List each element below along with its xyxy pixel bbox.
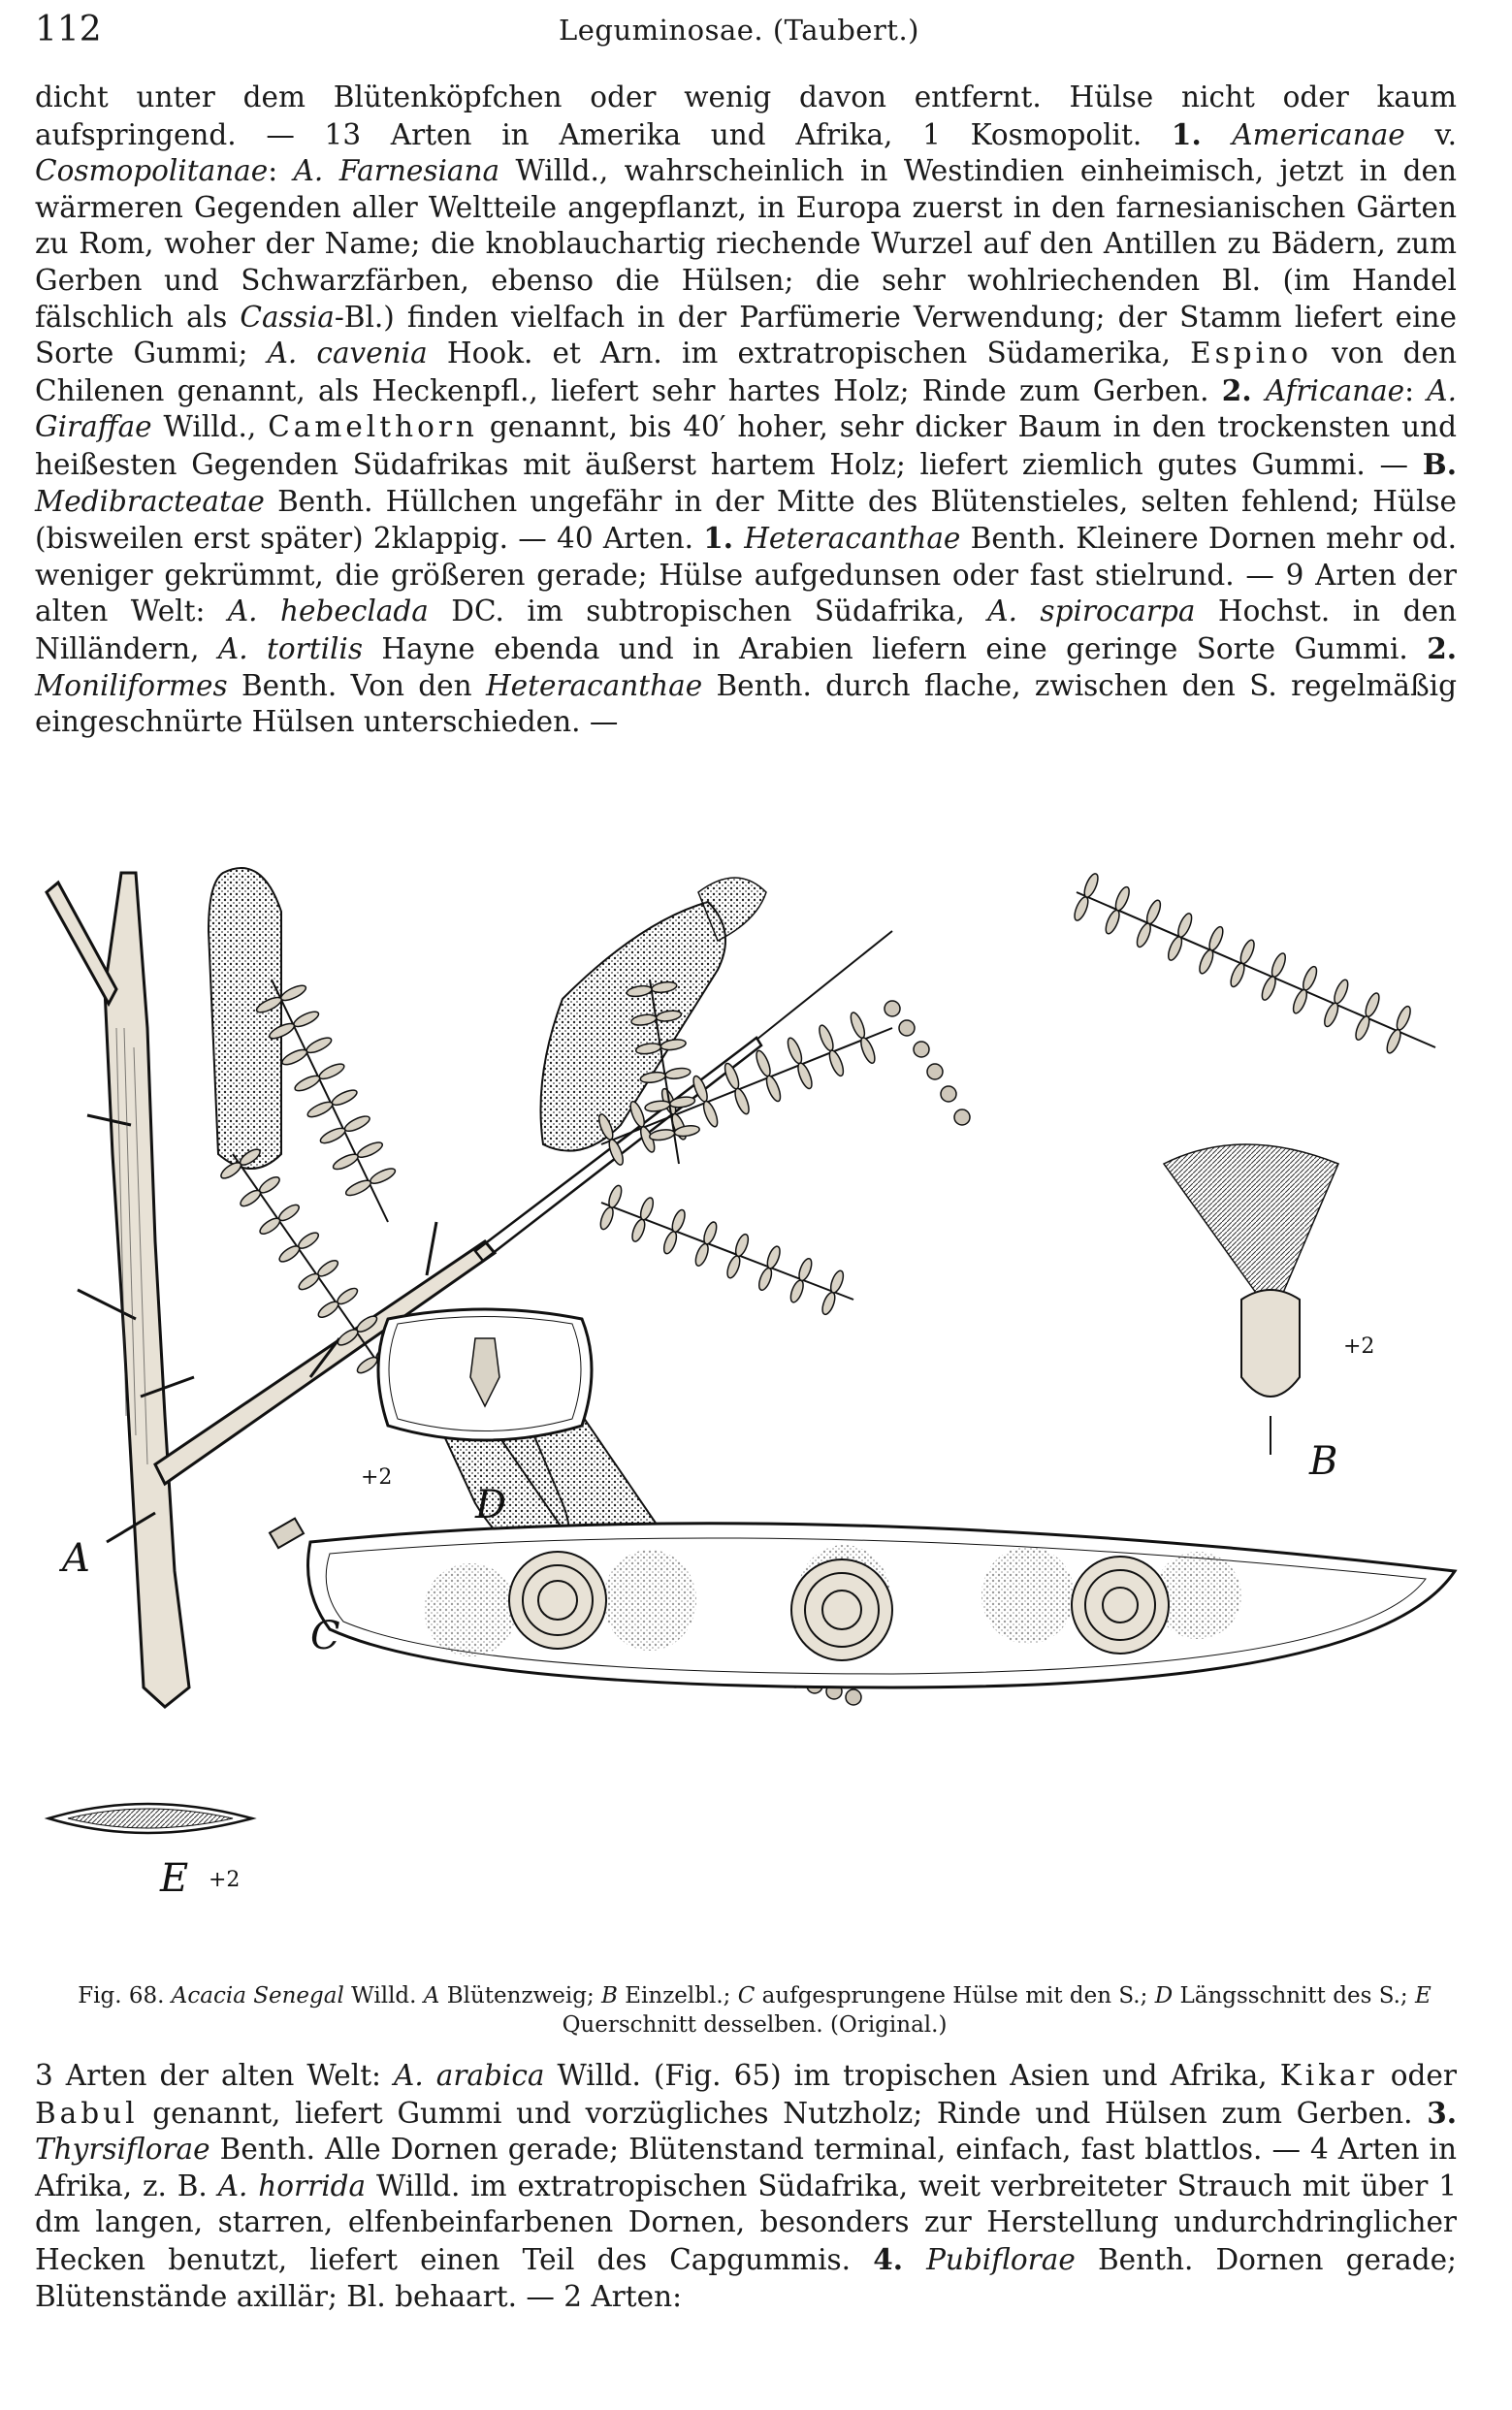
botanical-illustration bbox=[19, 834, 1474, 1949]
text-segment: Espino bbox=[1190, 337, 1312, 370]
text-segment: C bbox=[737, 1983, 756, 2008]
text-segment: Heteracanthae bbox=[485, 668, 703, 702]
text-segment: A. cavenia bbox=[267, 337, 428, 370]
text-segment: Willd. im extratropischen Südafrika, weit verbreiteter Strauch mit über 1 dm langen, starren, elfenbeinfarbenen Dornen, besonders zur Herstellung undurchdringlicher Hecken benutzt, liefert einen Teil des Capgummis. bbox=[35, 2169, 1457, 2276]
text-segment: DC. im subtropischen Südafrika, bbox=[428, 594, 988, 628]
text-segment: Moniliformes bbox=[35, 668, 228, 702]
text-segment: A. spirocarpa bbox=[987, 594, 1196, 628]
text-segment: dicht unter dem Blütenköpfchen oder wenig davon entfernt. Hülse nicht oder kaum aufspringend. — 13 Arten in Amerika und Afrika, 1 Kosmopolit. bbox=[35, 80, 1457, 151]
label-C: C bbox=[310, 1614, 340, 1658]
text-segment: E bbox=[1415, 1983, 1432, 2008]
text-segment: A. arabica bbox=[394, 2059, 545, 2092]
text-segment: Fig. 68. bbox=[78, 1983, 172, 2008]
text-segment: A. Giraffae bbox=[35, 373, 1457, 444]
text-segment: Hayne ebenda und in Arabien liefern eine geringe Sorte Gummi. bbox=[363, 631, 1428, 665]
scale-B: +2 bbox=[1343, 1334, 1375, 1359]
text-segment: B. bbox=[1422, 446, 1457, 481]
text-segment: Blütenzweig; bbox=[439, 1983, 602, 2008]
label-A: A bbox=[62, 1536, 90, 1581]
text-segment: Willd. bbox=[343, 1983, 424, 2008]
seed-cross-section-E bbox=[48, 1804, 252, 1901]
label-E: E bbox=[160, 1856, 189, 1901]
text-segment: Benth. Von den bbox=[227, 668, 486, 702]
text-segment: 1. bbox=[703, 521, 745, 556]
text-segment: Benth. Dornen gerade; Blütenstände axillär; Bl. behaart. — 2 Arten: bbox=[35, 2242, 1457, 2313]
text-segment: 3 Arten der alten Welt: bbox=[35, 2059, 395, 2092]
text-segment: Benth. Kleinere Dornen mehr od. weniger gekrümmt, die größeren gerade; Hülse aufgedunsen oder fast stielrund. — 9 Arten der alten Welt: bbox=[35, 522, 1457, 628]
text-segment: 3. bbox=[1427, 2095, 1457, 2130]
text-segment: Hook. et Arn. im extratropischen Südamerika, bbox=[427, 337, 1191, 370]
text-segment: A. hebeclada bbox=[227, 594, 429, 628]
text-segment: Willd., wahrscheinlich in Westindien einheimisch, jetzt in den wärmeren Gegenden aller Weltteile angepflanzt, in Europa zuerst in den farnesianischen Gärten zu Rom, woher der Name; die knoblauchartig riechende Wurzel auf den Antillen zu Bädern, zum Gerben und Schwarzfärben, ebenso die Hülsen; die sehr wohlriechenden Bl. (im Handel fälschlich als bbox=[35, 154, 1457, 334]
text-segment: Cassia bbox=[240, 300, 335, 334]
text-segment: v. bbox=[1404, 117, 1457, 151]
text-segment: 2. bbox=[1221, 372, 1266, 407]
text-segment: -Bl.) finden vielfach in der Parfümerie Verwendung; der Stamm liefert eine Sorte Gummi; bbox=[35, 300, 1457, 370]
label-D: D bbox=[475, 1483, 507, 1527]
text-segment: Benth. durch flache, zwischen den S. regelmäßig eingeschnürte Hülsen unterschieden. — bbox=[35, 668, 1457, 739]
text-segment: D bbox=[1154, 1983, 1174, 2008]
text-segment: genannt, bis 40′ hoher, sehr dicker Baum in den trockensten und heißesten Gegenden Südafrikas mit äußerst hartem Holz; liefert ziemlich gutes Gummi. — bbox=[35, 410, 1457, 481]
text-segment: A. tortilis bbox=[217, 631, 364, 665]
text-segment: 1. bbox=[1171, 116, 1233, 151]
scale-D: +2 bbox=[361, 1465, 393, 1490]
text-segment: Africanae bbox=[1265, 373, 1405, 407]
paragraph-top bbox=[35, 80, 1457, 741]
text-segment: Camelthorn bbox=[268, 410, 478, 444]
paragraph-bottom bbox=[35, 2058, 1457, 2315]
scale-E: +2 bbox=[209, 1868, 241, 1892]
figure-acacia-senegal bbox=[19, 834, 1474, 1949]
text-segment: Längsschnitt des S.; bbox=[1173, 1983, 1415, 2008]
text-segment: oder bbox=[1377, 2059, 1457, 2092]
opened-pod-C bbox=[270, 1519, 1455, 1687]
text-segment: Cosmopolitanae bbox=[35, 154, 269, 188]
text-segment: Acacia Senegal bbox=[171, 1983, 344, 2008]
text-segment: : bbox=[1404, 373, 1428, 407]
text-segment: Americanae bbox=[1232, 117, 1405, 151]
label-B: B bbox=[1309, 1439, 1338, 1484]
text-segment: Willd., bbox=[151, 410, 269, 444]
text-segment: von den Chilenen genannt, als Heckenpfl., liefert sehr hartes Holz; Rinde zum Gerben. bbox=[35, 337, 1457, 407]
text-segment: B bbox=[601, 1983, 618, 2008]
text-segment: Pubiflorae bbox=[926, 2242, 1076, 2276]
text-segment: A. horrida bbox=[217, 2169, 367, 2202]
text-segment: Benth. Alle Dornen gerade; Blütenstand terminal, einfach, fast blattlos. — 4 Arten in Afrika, z. B. bbox=[35, 2133, 1457, 2202]
text-segment: A. Farnesiana bbox=[293, 154, 500, 188]
text-segment: Einzelbl.; bbox=[617, 1983, 738, 2008]
text-segment: : bbox=[268, 154, 294, 188]
text-segment: Kikar bbox=[1279, 2059, 1378, 2092]
text-segment: 2. bbox=[1427, 630, 1457, 665]
page-header bbox=[35, 10, 1470, 58]
single-flower-B bbox=[1164, 1144, 1374, 1484]
text-segment: Babul bbox=[35, 2096, 139, 2130]
text-segment: aufgesprungene Hülse mit den S.; bbox=[755, 1983, 1155, 2008]
text-segment: genannt, liefert Gummi und vorzügliches Nutzholz; Rinde und Hülsen zum Gerben. bbox=[138, 2096, 1428, 2130]
page-number: 112 bbox=[35, 10, 102, 49]
text-segment: Benth. Hüllchen ungefähr in der Mitte des Blütenstieles, selten fehlend; Hülse (bisweilen erst später) 2klappig. — 40 Arten. bbox=[35, 484, 1457, 556]
text-segment: Willd. (Fig. 65) im tropischen Asien und Afrika, bbox=[544, 2059, 1280, 2092]
text-segment: Heteracanthae bbox=[744, 522, 961, 556]
text-segment: Hochst. in den Nilländern, bbox=[35, 594, 1457, 665]
text-segment: Querschnitt desselben. (Original.) bbox=[562, 2012, 948, 2038]
text-segment: 4. bbox=[873, 2241, 927, 2276]
figure-caption bbox=[56, 1981, 1453, 2040]
text-segment: Thyrsiflorae bbox=[35, 2133, 210, 2167]
text-segment: A bbox=[423, 1983, 440, 2008]
text-segment: Medibracteatae bbox=[35, 484, 265, 518]
running-head: Leguminosae. (Taubert.) bbox=[559, 14, 919, 47]
